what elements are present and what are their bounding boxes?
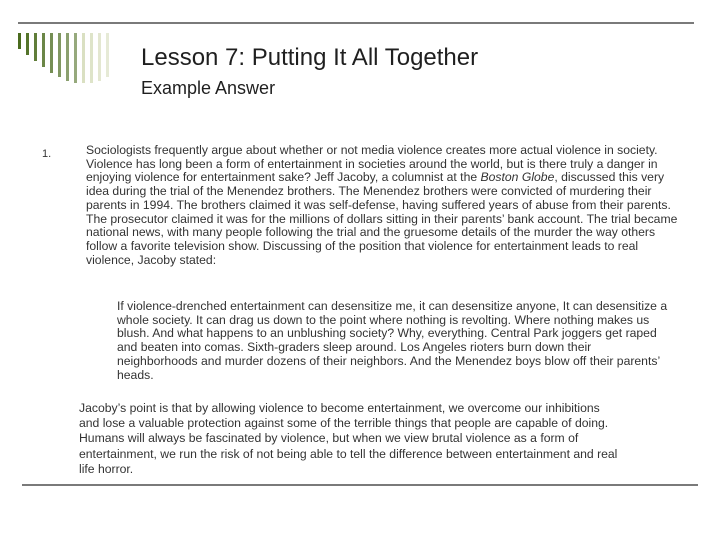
decorative-bar (106, 33, 109, 77)
decorative-bar (90, 33, 93, 83)
decorative-bar (18, 33, 21, 49)
decorative-bar (26, 33, 29, 55)
decorative-bar (66, 33, 69, 81)
decorative-bar (42, 33, 45, 67)
paragraph-intro-text-1: Sociologists frequently argue about whether or not media violence creates more actual violence in society. Violence has long been a form of entertainment in societies around the world, but is there truly a danger in enjoying violence for entertainment sake? Jeff Jacoby, a columnist at the (86, 143, 658, 185)
decorative-bar (58, 33, 61, 77)
block-quote: If violence-drenched entertainment can desensitize me, it can desensitize anyone, It can desensitize a whole society. It can drag us down to the point where nothing is revolting. Where nothing makes us blush. And what happens to an unblushing society? Why, everything. Central Park joggers get raped and beaten into comas. Sixth-graders sleep around. Los Angeles rioters burn down their neighborhoods and murder dozens of their neighbors. And the Menendez boys blow off their parents’ heads. (117, 299, 668, 382)
top-divider (18, 22, 694, 24)
decorative-bar (50, 33, 53, 73)
decorative-bar (98, 33, 101, 81)
publication-name: Boston Globe (480, 170, 555, 185)
decorative-bar (74, 33, 77, 83)
bottom-divider (22, 484, 698, 486)
decorative-bar (82, 33, 85, 83)
slide-subtitle: Example Answer (141, 78, 276, 98)
list-number: 1. (42, 148, 52, 160)
decorative-bars (18, 33, 128, 83)
decorative-bar (34, 33, 37, 61)
paragraph-intro (86, 144, 682, 267)
paragraph-conclusion: Jacoby’s point is that by allowing violence to become entertainment, we overcome our inhibitions and lose a valuable protection against some of the terrible things that people are capable of doing. Humans will always be fascinated by violence, but when we view brutal violence as a form of entertainment, we run the risk of not being able to tell the difference between entertainment and real life horror. (79, 401, 618, 476)
slide-title: Lesson 7: Putting It All Together (141, 44, 479, 71)
paragraph-intro-text-2: , discussed this very idea during the trial of the Menendez brothers. The Menendez brothers were convicted of murdering their parents in 1994. The brothers claimed it was self-defense, having suffered years of abuse from their parents. The prosecutor claimed it was for the millions of dollars sitting in their parents’ bank account. The trial became national news, with many people following the trial and the gruesome details of the murder the way others follow a favorite television show. Discussing of the position that violence for entertainment leads to real violence, Jacoby stated: (86, 170, 678, 267)
